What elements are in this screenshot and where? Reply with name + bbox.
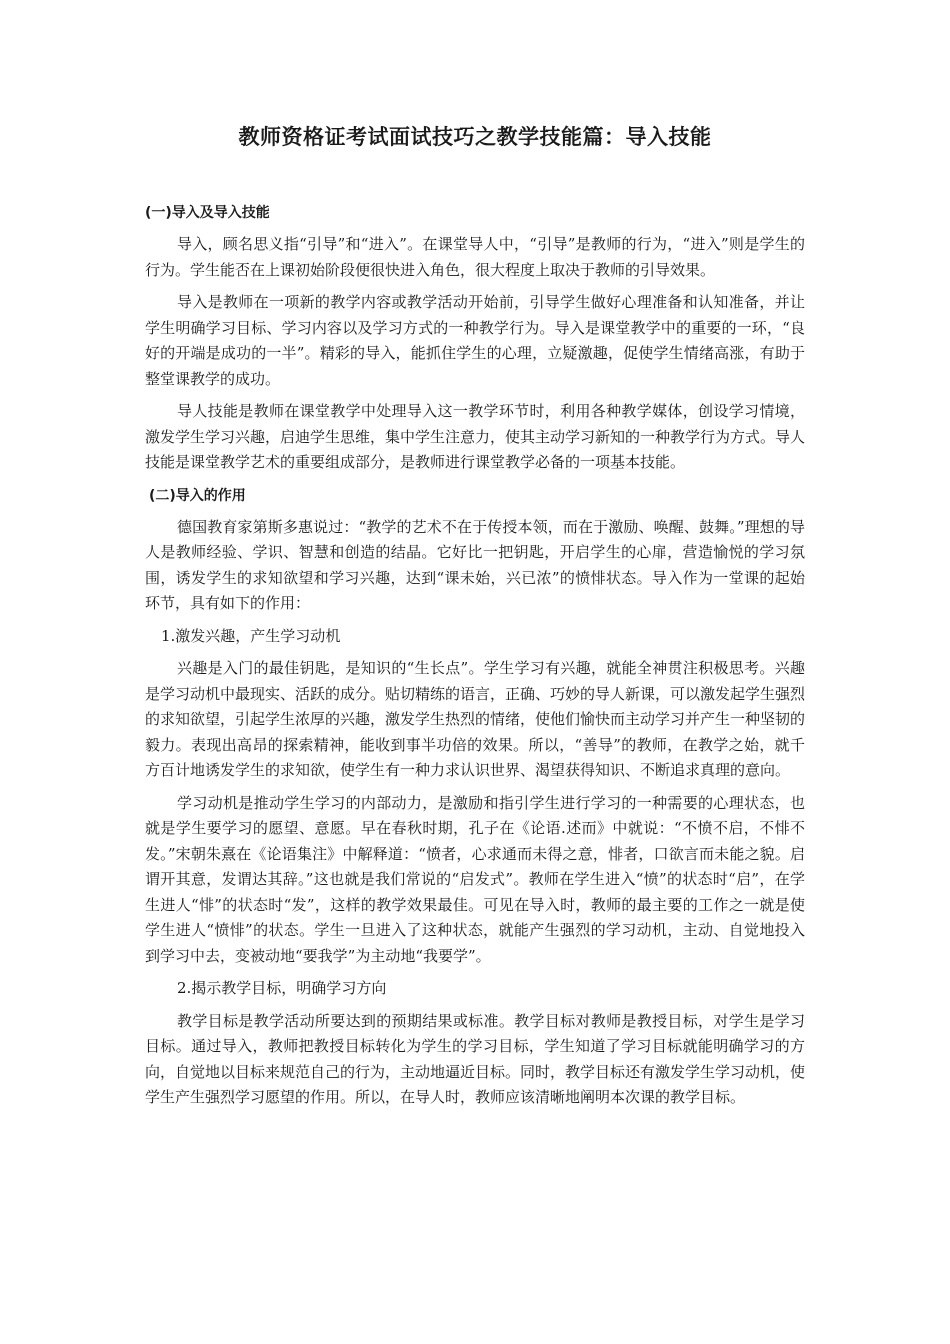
subsection-label-2: 2.揭示教学目标，明确学习方向: [177, 979, 387, 997]
paragraph: 学习动机是推动学生学习的内部动力，是激励和指引学生进行学习的一种需要的心理状态，也就是学生要学习的愿望、意愿。早在春秋时期，孔子在《论语.述而》中就说：“不愤不启，不悱不发。”宋朝朱熹在《论语集注》中解释道：“愤者，心求通而未得之意，悱者，口欲言而未能之貌。启谓开其意，发谓达其辞。”这也就是我们常说的“启发式”。教师在学生进入“愤”的状态时“启”，在学生进人“悱”的状态时“发”，这样的教学效果最佳。可见在导入时，教师的最主要的工作之一就是使学生进人“愤悱”的状态。学生一旦进入了这种状态，就能产生强烈的学习动机，主动、自觉地投入到学习中去，变被动地“要我学”为主动地“我要学”。: [145, 793, 805, 965]
paragraph: 教学目标是教学活动所要达到的预期结果或标准。教学目标对教师是教授目标，对学生是学习目标。通过导入，教师把教授目标转化为学生的学习目标，学生知道了学习目标就能明确学习的方向，自觉地以目标来规范自己的行为，主动地逼近目标。同时，教学目标还有激发学生学习动机，使学生产生强烈学习愿望的作用。所以，在导人时，教师应该清晰地阐明本次课的教学目标。: [145, 1011, 806, 1106]
document-title: 教师资格证考试面试技巧之教学技能篇：导入技能: [238, 125, 712, 149]
paragraph: 导入，顾名思义指“引导”和“进入”。在课堂导人中，“引导”是教师的行为，“进入”则是学生的行为。学生能否在上课初始阶段便很快进入角色，很大程度上取决于教师的引导效果。: [145, 235, 805, 279]
section-heading-2: (二)导入的作用: [149, 487, 246, 504]
section-heading-1: (一)导入及导入技能: [145, 205, 270, 221]
paragraph: 导入是教师在一项新的教学内容或教学活动开始前，引导学生做好心理准备和认知准备，并让学生明确学习目标、学习内容以及学习方式的一种教学行为。导入是课堂教学中的重要的一环，“良好的开端是成功的一半”。精彩的导入，能抓住学生的心理，立疑激趣，促使学生情绪高涨，有助于整堂课教学的成功。: [145, 293, 805, 388]
paragraph: 兴趣是入门的最佳钥匙，是知识的“生长点”。学生学习有兴趣，就能全神贯注积极思考。兴趣是学习动机中最现实、活跃的成分。贴切精练的语言，正确、巧妙的导人新课，可以激发起学生强烈的求知欲望，引起学生浓厚的兴趣，激发学生热烈的情绪，使他们愉快而主动学习并产生一种坚韧的毅力。表现出高昂的探索精神，能收到事半功倍的效果。所以，“善导”的教师，在教学之始，就千方百计地诱发学生的求知欲，使学生有一种力求认识世界、渴望获得知识、不断追求真理的意向。: [145, 659, 806, 779]
document-body: [145, 200, 805, 1118]
paragraph: 德国教育家第斯多惠说过：“教学的艺术不在于传授本领，而在于激励、唤醒、鼓舞。”理想的导人是教师经验、学识、智慧和创造的结晶。它好比一把钥匙，开启学生的心扉，营造愉悦的学习氛围，诱发学生的求知欲望和学习兴趣，达到“课未始，兴已浓”的愤悱状态。导入作为一堂课的起始环节，具有如下的作用：: [145, 517, 805, 612]
paragraph: 导人技能是教师在课堂教学中处理导入这一教学环节时，利用各种教学媒体，创设学习情境，激发学生学习兴趣，启迪学生思维，集中学生注意力，使其主动学习新知的一种教学行为方式。导人技能是课堂教学艺术的重要组成部分，是教师进行课堂教学必备的一项基本技能。: [145, 402, 806, 471]
subsection-label-1: 1.激发兴趣，产生学习动机: [161, 626, 341, 645]
